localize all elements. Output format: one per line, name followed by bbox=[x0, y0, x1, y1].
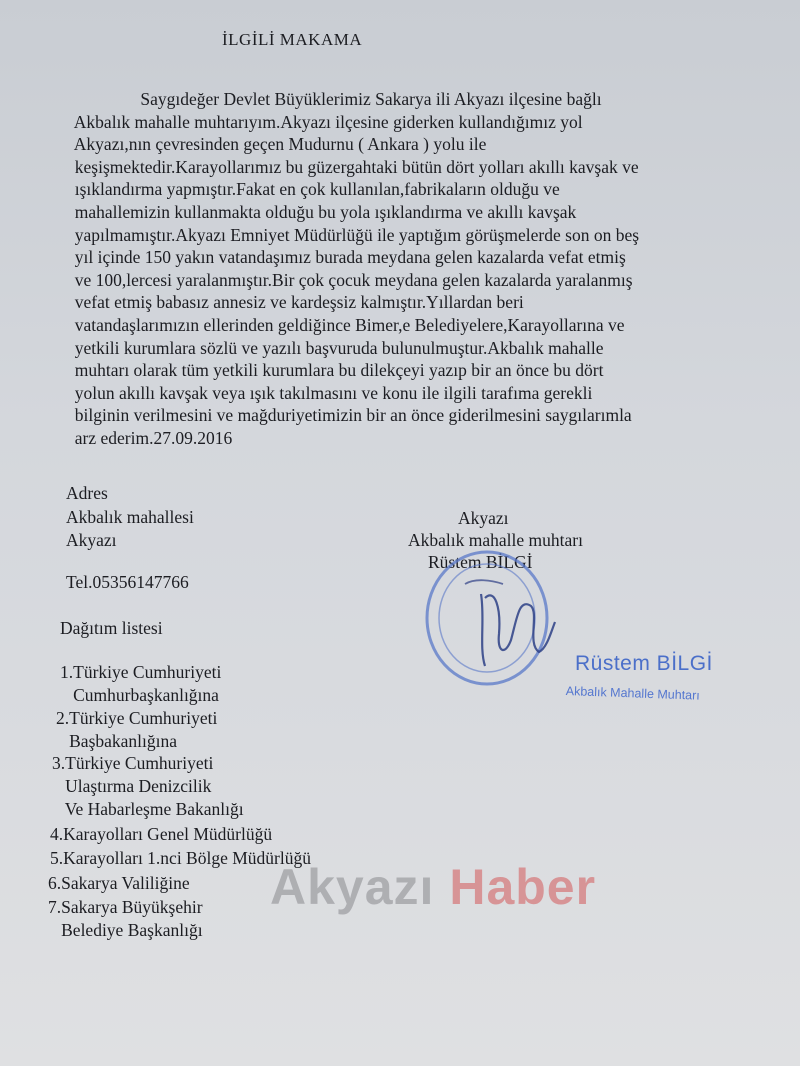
body-line: mahallemizin kullanmakta olduğu bu yola ışıklandırma ve akıllı kavşak bbox=[66, 201, 577, 222]
signature-name: Rüstem BİLGİ bbox=[428, 552, 533, 572]
body-line: muhtarı olarak tüm yetkili kurumlara bu dilekçeyi yazıp bir an önce bu dört bbox=[66, 360, 604, 381]
distribution-item: 6.Sakarya Valiliğine bbox=[48, 873, 190, 893]
distribution-item: Başbakanlığına bbox=[56, 731, 178, 751]
signature-place: Akyazı bbox=[458, 508, 509, 528]
letter-body bbox=[66, 88, 726, 450]
stamp-name: Rüstem BİLGİ bbox=[575, 652, 713, 675]
distribution-item: Ve Habarleşme Bakanlığı bbox=[52, 799, 244, 819]
body-line: ve 100,lercesi yaralanmıştır.Bir çok çocuk meydana gelen kazalarda yaralanmış bbox=[66, 269, 633, 290]
distribution-item: 5.Karayolları 1.nci Bölge Müdürlüğü bbox=[50, 848, 311, 868]
distribution-item: 3.Türkiye Cumhuriyeti bbox=[52, 753, 214, 773]
distribution-item: 7.Sakarya Büyükşehir bbox=[48, 897, 203, 917]
stamp-subtitle: Akbalık Mahalle Muhtarı bbox=[565, 684, 701, 703]
distribution-item: 1.Türkiye Cumhuriyeti bbox=[60, 662, 222, 682]
address-line-1: Akbalık mahallesi bbox=[66, 507, 194, 527]
body-line: yetkili kurumlara sözlü ve yazılı başvuruda bulunulmuştur.Akbalık mahalle bbox=[66, 337, 604, 358]
body-line: Akbalık mahalle muhtarıyım.Akyazı ilçesine giderken kullandığımız yol bbox=[66, 111, 583, 132]
distribution-item: 2.Türkiye Cumhuriyeti bbox=[56, 708, 218, 728]
letter-heading: İLGİLİ MAKAMA bbox=[222, 30, 363, 49]
distribution-item: Belediye Başkanlığı bbox=[48, 920, 203, 940]
body-line: Akyazı,nın çevresinden geçen Mudurnu ( Ankara ) yolu ile bbox=[66, 134, 487, 155]
body-line: arz ederim.27.09.2016 bbox=[66, 427, 233, 448]
body-line: yolun akıllı kavşak veya ışık takılmasını ve konu ile ilgili tarafıma gerekli bbox=[66, 382, 593, 403]
watermark-part-1: Akyazı bbox=[270, 859, 435, 915]
body-line: ışıklandırma yapmıştır.Fakat en çok kullanılan,fabrikaların olduğu ve bbox=[66, 179, 560, 200]
body-line: yıl içinde 150 yakın vatandaşımız burada meydana gelen kazalarda vefat etmiş bbox=[66, 247, 626, 268]
address-label: Adres bbox=[66, 483, 108, 503]
phone-number: Tel.05356147766 bbox=[66, 572, 189, 592]
distribution-item: 4.Karayolları Genel Müdürlüğü bbox=[50, 824, 273, 844]
watermark-part-2: Haber bbox=[449, 859, 597, 915]
body-line: keşişmektedir.Karayollarımız bu güzergahtaki bütün dört yolları akıllı kavşak ve bbox=[66, 156, 639, 177]
address-line-2: Akyazı bbox=[66, 530, 117, 550]
body-line: vefat etmiş babasız annesiz ve kardeşsiz kalmıştır.Yıllardan beri bbox=[66, 292, 524, 313]
distribution-item: Ulaştırma Denizcilik bbox=[52, 776, 212, 796]
distribution-item: Cumhurbaşkanlığına bbox=[60, 685, 219, 705]
body-line: Saygıdeğer Devlet Büyüklerimiz Sakarya ili Akyazı ilçesine bağlı bbox=[66, 89, 602, 109]
distribution-title: Dağıtım listesi bbox=[60, 618, 163, 638]
watermark bbox=[270, 858, 596, 916]
signature-title: Akbalık mahalle muhtarı bbox=[408, 530, 583, 550]
body-line: yapılmamıştır.Akyazı Emniyet Müdürlüğü ile yaptığım görüşmelerde son on beş bbox=[66, 224, 640, 245]
body-line: vatandaşlarımızın ellerinden geldiğince Bimer,e Belediyelere,Karayollarına ve bbox=[66, 314, 625, 335]
body-line: bilginin verilmesini ve mağduriyetimizin bir an önce giderilmesini saygılarımla bbox=[66, 405, 632, 426]
